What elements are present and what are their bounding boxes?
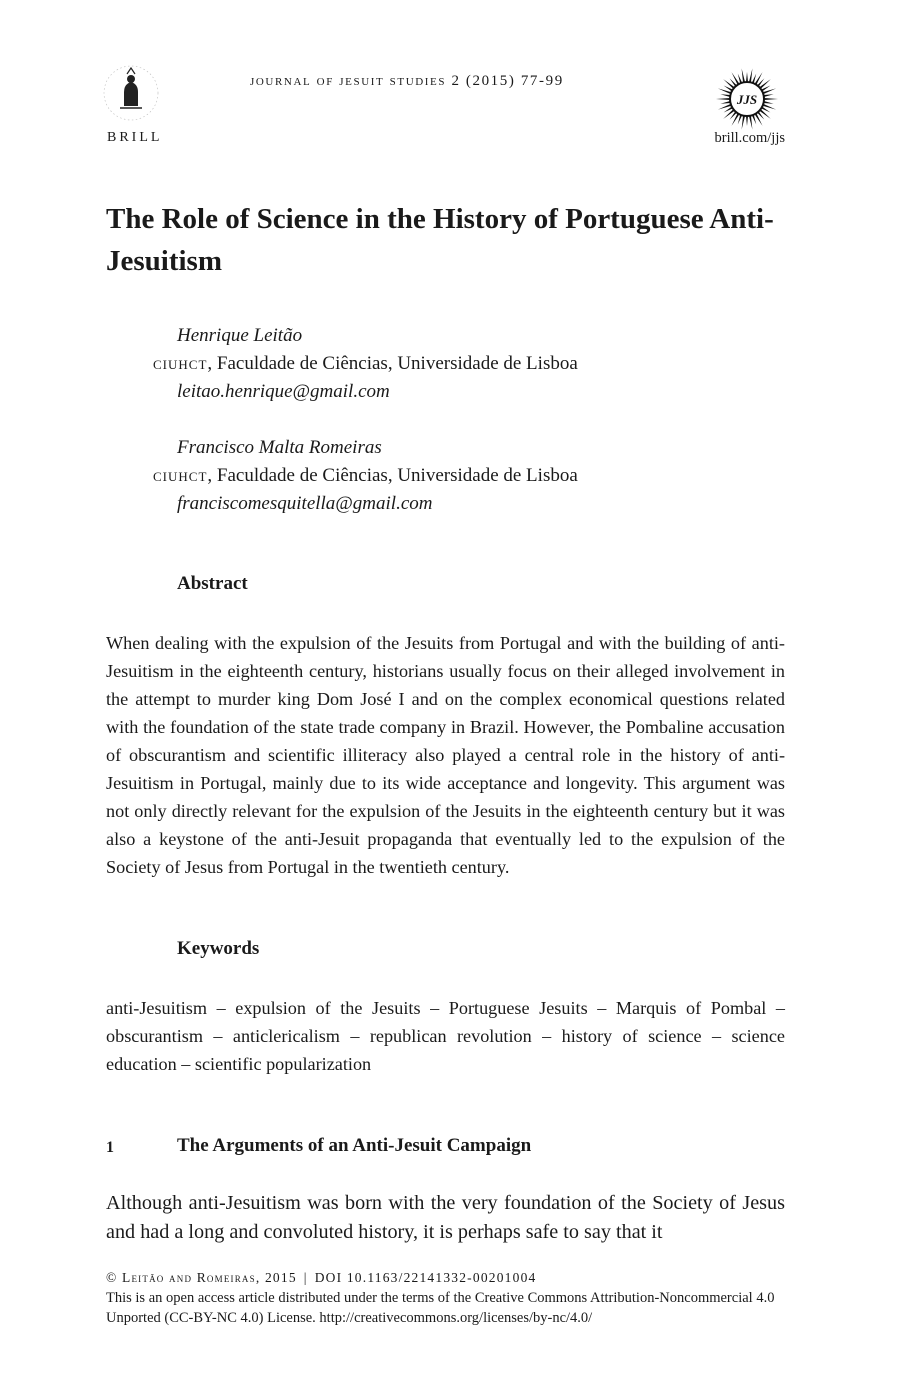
jjs-sun-ray — [742, 68, 745, 82]
jjs-sun-ray — [759, 79, 770, 89]
jjs-sun-logo-icon — [714, 66, 780, 132]
jjs-sun-ray — [749, 68, 752, 82]
license-notice: This is an open access article distributed under the terms of the Creative Commons Attribution-Noncommercial 4.0 Unported (CC-BY-NC 4.0) License. http://creativecommons.org/licenses/by-nc/4.0/ — [106, 1290, 775, 1326]
jjs-sun-ray — [742, 116, 745, 130]
affiliation-abbreviation: ciuhct — [153, 465, 208, 486]
author-email[interactable]: leitao.henrique@gmail.com — [177, 381, 390, 402]
publisher-wordmark: BRILL — [107, 130, 163, 145]
jjs-sun-ray — [764, 98, 778, 100]
article-title: The Role of Science in the History of Portuguese Anti-Jesuitism — [106, 203, 774, 277]
jjs-sun-ray — [723, 79, 734, 89]
footer-separator: | — [303, 1270, 308, 1285]
section-heading: The Arguments of an Anti-Jesuit Campaign — [177, 1135, 532, 1156]
jjs-sun-ray — [732, 72, 740, 85]
jjs-sun-ray — [720, 94, 730, 97]
author-affiliation — [153, 462, 578, 490]
author-block — [177, 322, 302, 350]
jjs-sun-ray — [720, 101, 730, 104]
jjs-sun-ray — [759, 109, 770, 119]
jjs-sun-ray — [764, 94, 774, 97]
jjs-sun-ray — [755, 72, 763, 85]
affiliation-abbreviation: ciuhct — [153, 353, 208, 374]
journal-citation: journal of jesuit studies 2 (2015) 77-99 — [250, 73, 564, 89]
abstract-text: When dealing with the expulsion of the Jesuits from Portugal and with the building of anti-Jesuitism in the eighteenth century, historians usually focus on their alleged involvement in the attempt to murder king Dom José I and on the complex economical questions related with the foundation of the state trade company in Brazil. However, the Pombaline accusation of obscurantism and scientific illiteracy also played a central role in the history of anti-Jesuitism in Portugal, mainly due to its wide acceptance and longevity. This argument was not only directly relevant for the expulsion of the Jesuits in the eighteenth century but it was also a keystone of the anti-Jesuit propaganda that eventually led to the expulsion of the Society of Jesus from Portugal in the twentieth century. — [106, 633, 785, 877]
keywords-heading: Keywords — [177, 938, 260, 959]
doi[interactable]: DOI 10.1163/22141332-00201004 — [314, 1270, 537, 1285]
jjs-logo-text: JJS — [736, 92, 758, 107]
keywords-text: anti-Jesuitism – expulsion of the Jesuits – Portuguese Jesuits – Marquis of Pombal – obscurantism – anticlericalism – republican revolution – history of science – science education – scientific popularization — [106, 998, 785, 1074]
brill-logo-icon — [100, 62, 162, 124]
jjs-sun-ray — [723, 109, 734, 119]
jjs-sun-ray — [716, 98, 730, 100]
copyright-footer — [106, 1268, 806, 1328]
author-email[interactable]: franciscomesquitella@gmail.com — [177, 493, 433, 514]
jjs-sun-ray — [755, 113, 763, 126]
author-name: Francisco Malta Romeiras — [177, 437, 382, 458]
affiliation-name: , Faculdade de Ciências, Universidade de Lisboa — [207, 465, 578, 486]
author-affiliation — [153, 350, 578, 378]
copyright-notice: © Leitão and Romeiras, 2015 — [106, 1270, 297, 1285]
jjs-sun-ray — [732, 113, 740, 126]
jjs-sun-ray — [746, 72, 748, 82]
jjs-sun-ray — [764, 101, 774, 104]
affiliation-name: , Faculdade de Ciências, Universidade de Lisboa — [207, 353, 578, 374]
journal-url[interactable]: brill.com/jjs — [714, 130, 785, 146]
jjs-sun-ray — [746, 116, 748, 126]
abstract-heading: Abstract — [177, 573, 248, 594]
author-name: Henrique Leitão — [177, 325, 303, 346]
section-number: 1 — [106, 1139, 114, 1156]
jjs-sun-ray — [749, 116, 752, 130]
body-paragraph: Although anti-Jesuitism was born with the very foundation of the Society of Jesus and had a long and convoluted history, it is perhaps safe to say that it — [106, 1192, 785, 1243]
